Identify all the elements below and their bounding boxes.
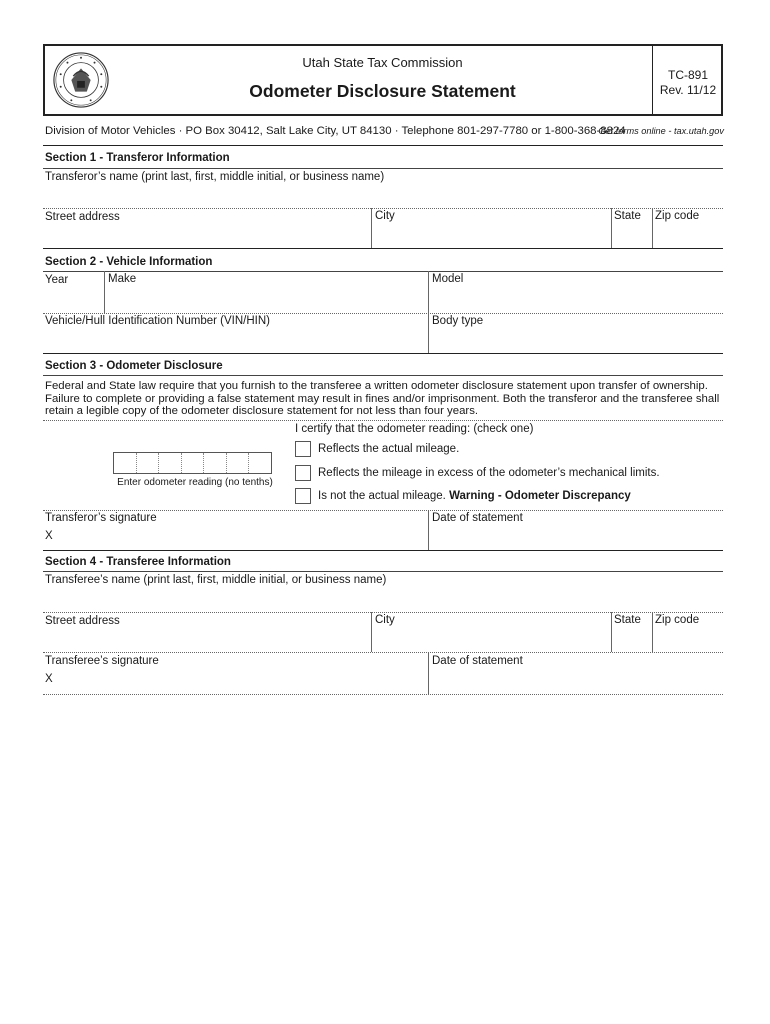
transferor-zip-field[interactable]: Zip code [655,210,700,222]
odometer-law-notice: Federal and State law require that you furnish to the transferee a written odometer disclosure statement upon transfer of ownership. Failure to complete or providing a false statement may result in fines and/or imprisonment. Both the transferor and the transferee shall retain a legible copy of the odometer disclosure statement for not less than four years. [45,380,720,417]
divider [611,612,612,652]
divider [43,612,723,613]
form-number: TC-891 [667,68,708,82]
divider [43,652,723,653]
odometer-caption: Enter odometer reading (no tenths) [117,477,273,488]
form-revision: Rev. 11/12 [659,83,717,97]
not-actual-checkbox[interactable] [295,488,311,504]
odometer-digit-cell[interactable] [137,453,160,473]
exceeds-limits-checkbox[interactable] [295,465,311,481]
transferee-name-field[interactable]: Transferee’s name (print last, first, middle initial, or business name) [45,574,387,586]
transferee-state-field[interactable]: State [614,614,641,626]
body-type-field[interactable]: Body type [432,315,484,327]
signature-x-mark: X [45,530,53,542]
transferee-street-field[interactable]: Street address [45,615,120,627]
transferor-name-field[interactable]: Transferor’s name (print last, first, middle initial, or business name) [45,171,385,183]
divider [43,248,723,249]
odometer-reading-input[interactable] [113,452,272,474]
odometer-digit-cell[interactable] [227,453,250,473]
divider [652,208,653,248]
divider [104,271,105,313]
vin-hin-field[interactable]: Vehicle/Hull Identification Number (VIN/HIN) [45,315,270,327]
transferee-city-field[interactable]: City [375,614,395,626]
certify-instruction: I certify that the odometer reading: (check one) [295,423,534,435]
divider [43,271,723,272]
vehicle-year-field[interactable]: Year [45,274,69,286]
not-actual-text: Is not the actual mileage. [318,490,450,502]
divider [428,510,429,550]
section2-title: Section 2 - Vehicle Information [45,256,213,268]
section3-title: Section 3 - Odometer Disclosure [45,360,223,372]
divider [43,375,723,376]
section4-title: Section 4 - Transferee Information [45,556,231,568]
odometer-digit-cell[interactable] [204,453,227,473]
divider [43,168,723,169]
divider [371,612,372,652]
actual-mileage-checkbox[interactable] [295,441,311,457]
transferor-state-field[interactable]: State [614,210,641,222]
divider [43,353,723,354]
divider [428,271,429,353]
transferor-date-field[interactable]: Date of statement [432,512,523,524]
transferee-date-field[interactable]: Date of statement [432,655,523,667]
contact-line: Division of Motor Vehicles · PO Box 30412, Salt Lake City, UT 84130 · Telephone 801-297-7780 or 1-800-368-8824 [45,125,626,137]
form-number-block [653,68,723,98]
vehicle-make-field[interactable]: Make [108,273,137,285]
divider [652,612,653,652]
transferor-street-field[interactable]: Street address [45,211,120,223]
transferee-zip-field[interactable]: Zip code [655,614,700,626]
divider [43,510,723,511]
divider [43,571,723,572]
transferor-city-field[interactable]: City [375,210,395,222]
divider [43,208,723,209]
divider [43,550,723,551]
divider [43,313,723,314]
divider [43,420,723,421]
not-actual-label [318,490,631,502]
divider [43,145,723,146]
actual-mileage-label: Reflects the actual mileage. [318,443,460,455]
discrepancy-warning: Warning - Odometer Discrepancy [449,490,631,502]
section1-title: Section 1 - Transferor Information [45,152,230,164]
transferor-signature-field[interactable]: Transferor’s signature [45,512,157,524]
online-forms-link[interactable]: Get forms online - tax.utah.gov [598,126,724,136]
divider [371,208,372,248]
odometer-digit-cell[interactable] [114,453,137,473]
odometer-digit-cell[interactable] [159,453,182,473]
signature-x-mark: X [45,673,53,685]
exceeds-limits-label: Reflects the mileage in excess of the odometer’s mechanical limits. [318,467,660,479]
divider [43,694,723,695]
transferee-signature-field[interactable]: Transferee’s signature [45,655,159,667]
divider [611,208,612,248]
odometer-digit-cell[interactable] [182,453,205,473]
utah-state-seal-icon [52,51,110,109]
form-header [43,44,723,116]
divider [428,652,429,694]
form-title: Odometer Disclosure Statement [249,81,516,101]
vehicle-model-field[interactable]: Model [432,273,464,285]
odometer-digit-cell[interactable] [249,453,271,473]
agency-name: Utah State Tax Commission [302,55,463,70]
